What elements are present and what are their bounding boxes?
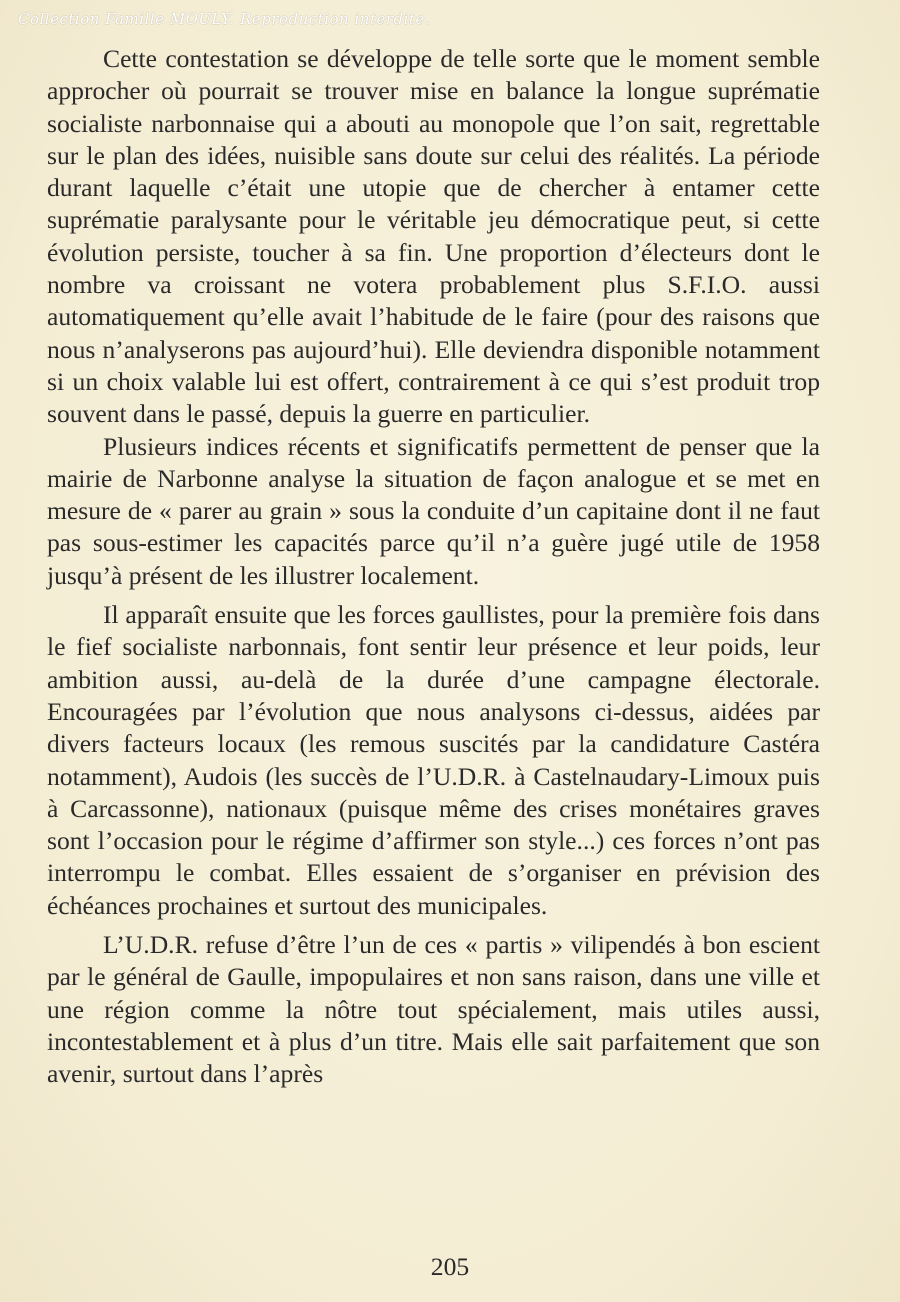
paragraph-4: L’U.D.R. refuse d’être l’un de ces « partis » vilipendés à bon escient par le général de Gaulle, impopulaires et non sans raison, dans une ville et une région comme la nôtre tout spécialement, mais utiles aussi, incontestablement et à plus d’un titre. Mais elle sait parfaitement que son avenir, surtout dans l’après (47, 930, 820, 1089)
page-number: 205 (430, 1252, 470, 1281)
body-text (47, 43, 820, 1091)
watermark: Collection Famille MOULY. Reproduction interdite. (18, 10, 431, 28)
paragraph-2: Plusieurs indices récents et significatifs permettent de penser que la mairie de Narbonne analyse la situation de façon analogue et se met en mesure de « parer au grain » sous la conduite d’un capitaine dont il ne faut pas sous-estimer les capacités parce qu’il n’a guère jugé utile de 1958 jusqu’à présent de les illustrer localement. (47, 431, 820, 590)
paragraph-3: Il apparaît ensuite que les forces gaullistes, pour la première fois dans le fief socialiste narbonnais, font sentir leur présence et leur poids, leur ambition aussi, au-delà de la durée d’une campagne électorale. Encouragées par l’évolution que nous analysons ci-dessus, aidées par divers facteurs locaux (les remous suscités par la candidature Castéra notamment), Audois (les succès de l’U.D.R. à Castelnaudary-Limoux puis à Carcassonne), nationaux (puisque même des crises monétaires graves sont l’occasion pour le régime d’affirmer son style...) ces forces n’ont pas interrompu le combat. Elles essaient de s’organiser en prévision des échéances prochaines et surtout des municipales. (47, 600, 820, 920)
paragraph-1: Cette contestation se développe de telle sorte que le moment semble approcher où pourrait se trouver mise en balance la longue suprématie socialiste narbonnaise qui a abouti au monopole que l’on sait, regrettable sur le plan des idées, nuisible sans doute sur celui des réalités. La période durant laquelle c’était une utopie que de chercher à entamer cette suprématie paralysante pour le véritable jeu démocratique peut, si cette évolution persiste, toucher à sa fin. Une proportion d’électeurs dont le nombre va croissant ne votera probablement plus S.F.I.O. aussi automatiquement qu’elle avait l’habitude de le faire (pour des raisons que nous n’analyserons pas aujourd’hui). Elle deviendra disponible notamment si un choix valable lui est offert, contrairement à ce qui s’est produit trop souvent dans le passé, depuis la guerre en particulier. (47, 44, 820, 429)
